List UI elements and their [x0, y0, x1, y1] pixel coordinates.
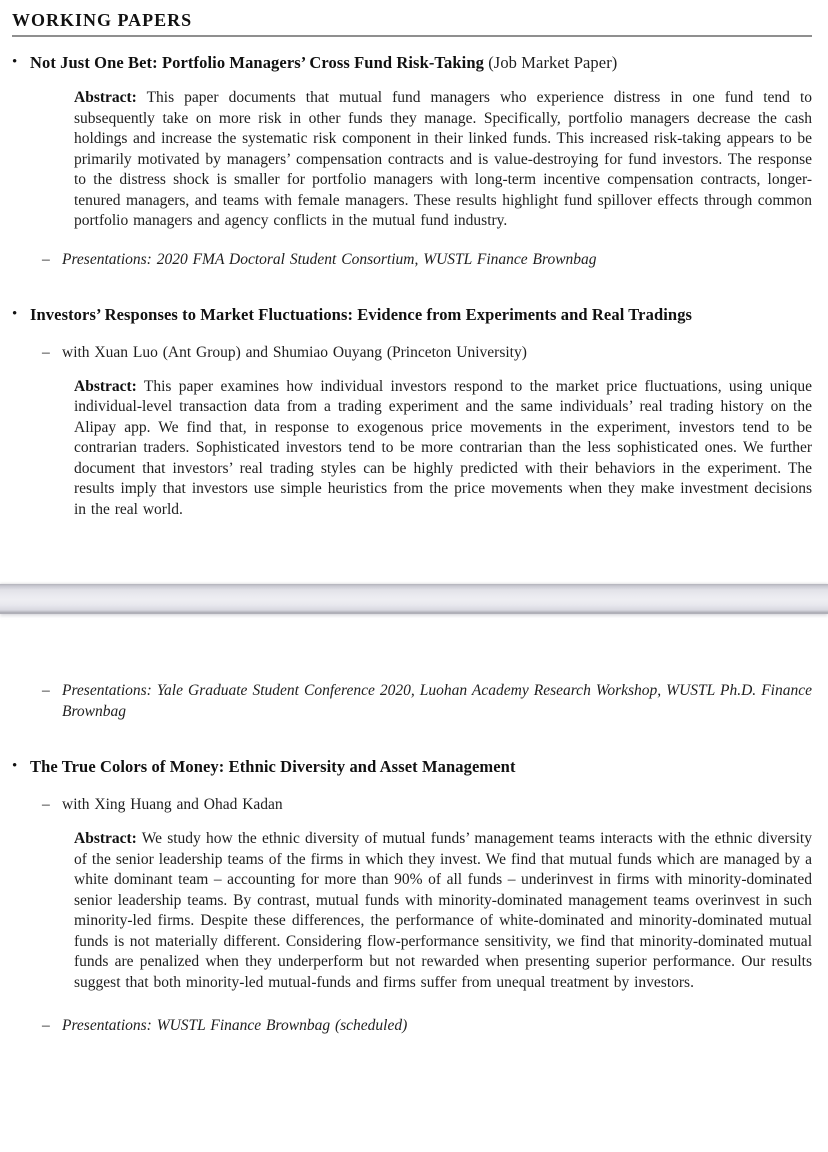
paper-title-row — [12, 51, 812, 74]
presentations-line — [42, 249, 812, 270]
presentations-line — [42, 680, 812, 722]
paper-item-1 — [12, 51, 812, 270]
abstract-text: This paper documents that mutual fund managers who experience distress in one fund tend to subsequently take on more risk in other funds they manage. Specifically, portfolio managers decrease the cash holdings and increase the systematic risk component in their linked funds. This increased risk-taking appears to be primarily motivated by managers’ compensation contracts and is value-destroying for fund investors. The response to the distress shock is smaller for portfolio managers with long-term incentive compensation contracts, longer-tenured managers, and teams with female managers. These results highlight fund spillover effects through common portfolio managers and agency conflicts in the mutual fund industry. — [74, 89, 812, 229]
paper-title — [30, 303, 812, 326]
dash-icon: – — [42, 1017, 50, 1034]
paper-title-row — [12, 303, 812, 326]
paper-title-text: The True Colors of Money: Ethnic Diversity and Asset Management — [30, 757, 516, 776]
abstract-text: We study how the ethnic diversity of mutual funds’ management teams interacts with the ethnic diversity of the senior leadership teams of the firms in which they invest. We find that mutual funds which are managed by a white dominant team – accounting for more than 90% of all funds – underinvest in firms with minority-dominated senior leadership teams. By contrast, mutual funds with minority-dominated management teams overinvest in such minority-led firms. Despite these differences, the performance of white-dominated and minority-dominated mutual funds is not materially different. Considering flow-performance sensitivity, we find that minority-dominated mutual funds are penalized when they underperform but not rewarded when presenting superior performance. Our results suggest that both minority-led mutual-funds and firms suffer from unequal treatment by investors. — [74, 830, 812, 991]
paper-title-text: Investors’ Responses to Market Fluctuations: Evidence from Experiments and Real Tradings — [30, 304, 693, 324]
abstract-text: This paper examines how individual investors respond to the market price fluctuations, using unique individual-level transaction data from a trading experiment and the same individuals’ real trading history on the Alipay app. We find that, in response to exogenous price movements in the experiment, investors tend to be contrarian traders. Sophisticated investors tend to be more contrarian than the less sophisticated ones. We further document that investors’ real trading styles can be highly predicted with their behaviors in the experiment. The results imply that investors use simple heuristics from the price movements when they make investment decisions in the real world. — [74, 377, 812, 518]
paper-title-row — [12, 755, 812, 778]
paper-title-note: (Job Market Paper) — [488, 53, 618, 72]
page-break-band — [0, 584, 828, 614]
abstract-label: Abstract: — [74, 377, 137, 395]
page-top-margin — [12, 614, 812, 680]
bullet-icon: • — [12, 305, 18, 322]
paper-item-3 — [12, 755, 812, 1036]
coauthors-text: with Xuan Luo (Ant Group) and Shumiao Ouyang (Princeton University) — [62, 343, 527, 361]
abstract-paragraph — [74, 377, 812, 521]
section-divider — [12, 35, 812, 37]
paper-title — [30, 51, 812, 74]
abstract-label: Abstract: — [74, 830, 137, 847]
dash-icon: – — [42, 682, 50, 699]
presentations-text: Presentations: Yale Graduate Student Conference 2020, Luohan Academy Research Workshop, WUSTL Ph.D. Finance Brownbag — [62, 682, 812, 720]
abstract-label: Abstract: — [74, 89, 137, 106]
coauthors-line — [42, 794, 812, 815]
abstract-paragraph — [74, 88, 812, 232]
paper-item-2 — [12, 303, 812, 521]
dash-icon: – — [42, 796, 50, 813]
abstract-paragraph — [74, 829, 812, 993]
coauthors-text: with Xing Huang and Ohad Kadan — [62, 796, 283, 813]
coauthors-line — [42, 342, 812, 363]
section-header: WORKING PAPERS — [12, 10, 193, 30]
presentations-text: Presentations: 2020 FMA Doctoral Student Consortium, WUSTL Finance Brownbag — [62, 250, 597, 268]
bullet-icon: • — [12, 54, 18, 70]
dash-icon: – — [42, 250, 50, 268]
bullet-icon: • — [12, 758, 18, 774]
paper-title-text: Not Just One Bet: Portfolio Managers’ Cross Fund Risk-Taking — [30, 53, 484, 72]
dash-icon: – — [42, 343, 50, 361]
presentations-line — [42, 1015, 812, 1036]
presentations-text: Presentations: WUSTL Finance Brownbag (scheduled) — [62, 1017, 408, 1034]
paper-title — [30, 755, 812, 778]
